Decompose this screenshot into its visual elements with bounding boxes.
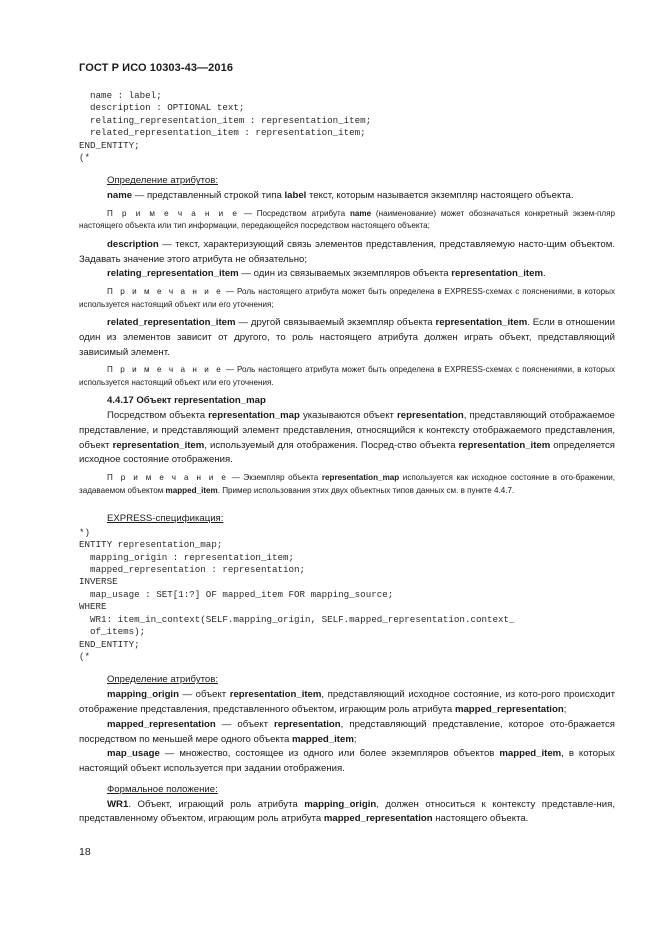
- attr-mapping-origin-paragraph: mapping_origin — объект representation_item, представляющий исходное состояние, из кото-рого происходит отображение представления, представленного объектом, играющим роль атрибута mapped_representation;: [79, 689, 616, 715]
- section-note: П р и м е ч а н и е — Экземпляр объекта representation_map используется как исходное состояние в ото-бражении, задаваемом объектом mapped_item. Пример использования этих двух объектных типов данных см. в пункте 4.4.7.: [79, 473, 615, 495]
- page-content: [79, 90, 615, 827]
- attr-related-paragraph: related_representation_item — другой связываемый экземпляр объекта representation_item. Если в отношении один из элементов зависит от другого, то роль настоящего атрибута должен играть объект, представляющий зависимый элемент.: [79, 317, 615, 358]
- express-code-block-1: name : label; description : OPTIONAL text; relating_representation_item : representation_item; related_representation_item : representation_item; END_ENTITY; (*: [79, 90, 372, 164]
- note-2: П р и м е ч а н и е — Роль настоящего атрибута может быть определена в EXPRESS-схемах с пояснениями, в которых используется настоящий объект или его уточнения;: [79, 287, 615, 309]
- section-paragraph: Посредством объекта representation_map указываются объект representation, представляющий отображаемое представление, и представляющий элемент представления, относящийся к контексту отображаемого представления, объект representation_item, используемый для отображения. Посред-ство объекта representation_item определяется исходное состояние отображения.: [79, 410, 615, 466]
- note-1: П р и м е ч а н и е — Посредством атрибута name (наименование) может обозначаться конкретный экзем-пляр настоящего объекта или тип информации, передающейся посредством настоящего объекта;: [79, 209, 615, 231]
- attr-relating-paragraph: relating_representation_item — один из связываемых экземпляров объекта representation_item.: [107, 268, 546, 280]
- formal-paragraph: WR1. Объект, играющий роль атрибута mapping_origin, должен относиться к контексту представле-ния, представленному объектом, играющим роль атрибута mapped_representation настоящего объекта.: [79, 798, 615, 825]
- attr-map-usage-paragraph: map_usage — множество, состоящее из одного или более экземпляров объектов mapped_item, в которых настоящий объект используется при задании отображения.: [79, 748, 615, 775]
- document-header: ГОСТ Р ИСО 10303-43—2016: [79, 62, 234, 74]
- page-number: 18: [79, 846, 91, 858]
- attributes-heading-2: Определение атрибутов:: [107, 674, 219, 686]
- express-spec-heading: EXPRESS-спецификация:: [107, 513, 224, 525]
- attr-mapped-representation-paragraph: mapped_representation — объект representation, представляющий представление, которое ото-бражается посредством по меньшей мере одного объекта mapped_item;: [79, 718, 615, 745]
- express-code-block-2: *) ENTITY representation_map; mapping_origin : representation_item; mapped_representation : representation; INVERSE map_usage : SET[1:?] OF mapped_item FOR mapping_source; WHERE WR1: item_in_context(SELF.mapping_origin, SELF.mapped_representation.context_ of_items); END_ENTITY; (*: [79, 526, 515, 662]
- attr-description-paragraph: description — текст, характеризующий связь элементов представления, представляемую насто-щим объектом. Задавать значение этого атрибута не обязательно;: [79, 238, 615, 265]
- attr-name-paragraph: name — представленный строкой типа label текст, которым называется экземпляр настоящего объекта.: [107, 190, 574, 202]
- section-heading: 4.4.17 Объект representation_map: [107, 395, 266, 407]
- note-3: П р и м е ч а н и е — Роль настоящего атрибута может быть определена в EXPRESS-схемах с пояснениями, в которых используется настоящий объект или его уточнения.: [79, 365, 615, 387]
- formal-heading: Формальное положение:: [107, 783, 218, 795]
- attributes-heading-1: Определение атрибутов:: [107, 175, 219, 187]
